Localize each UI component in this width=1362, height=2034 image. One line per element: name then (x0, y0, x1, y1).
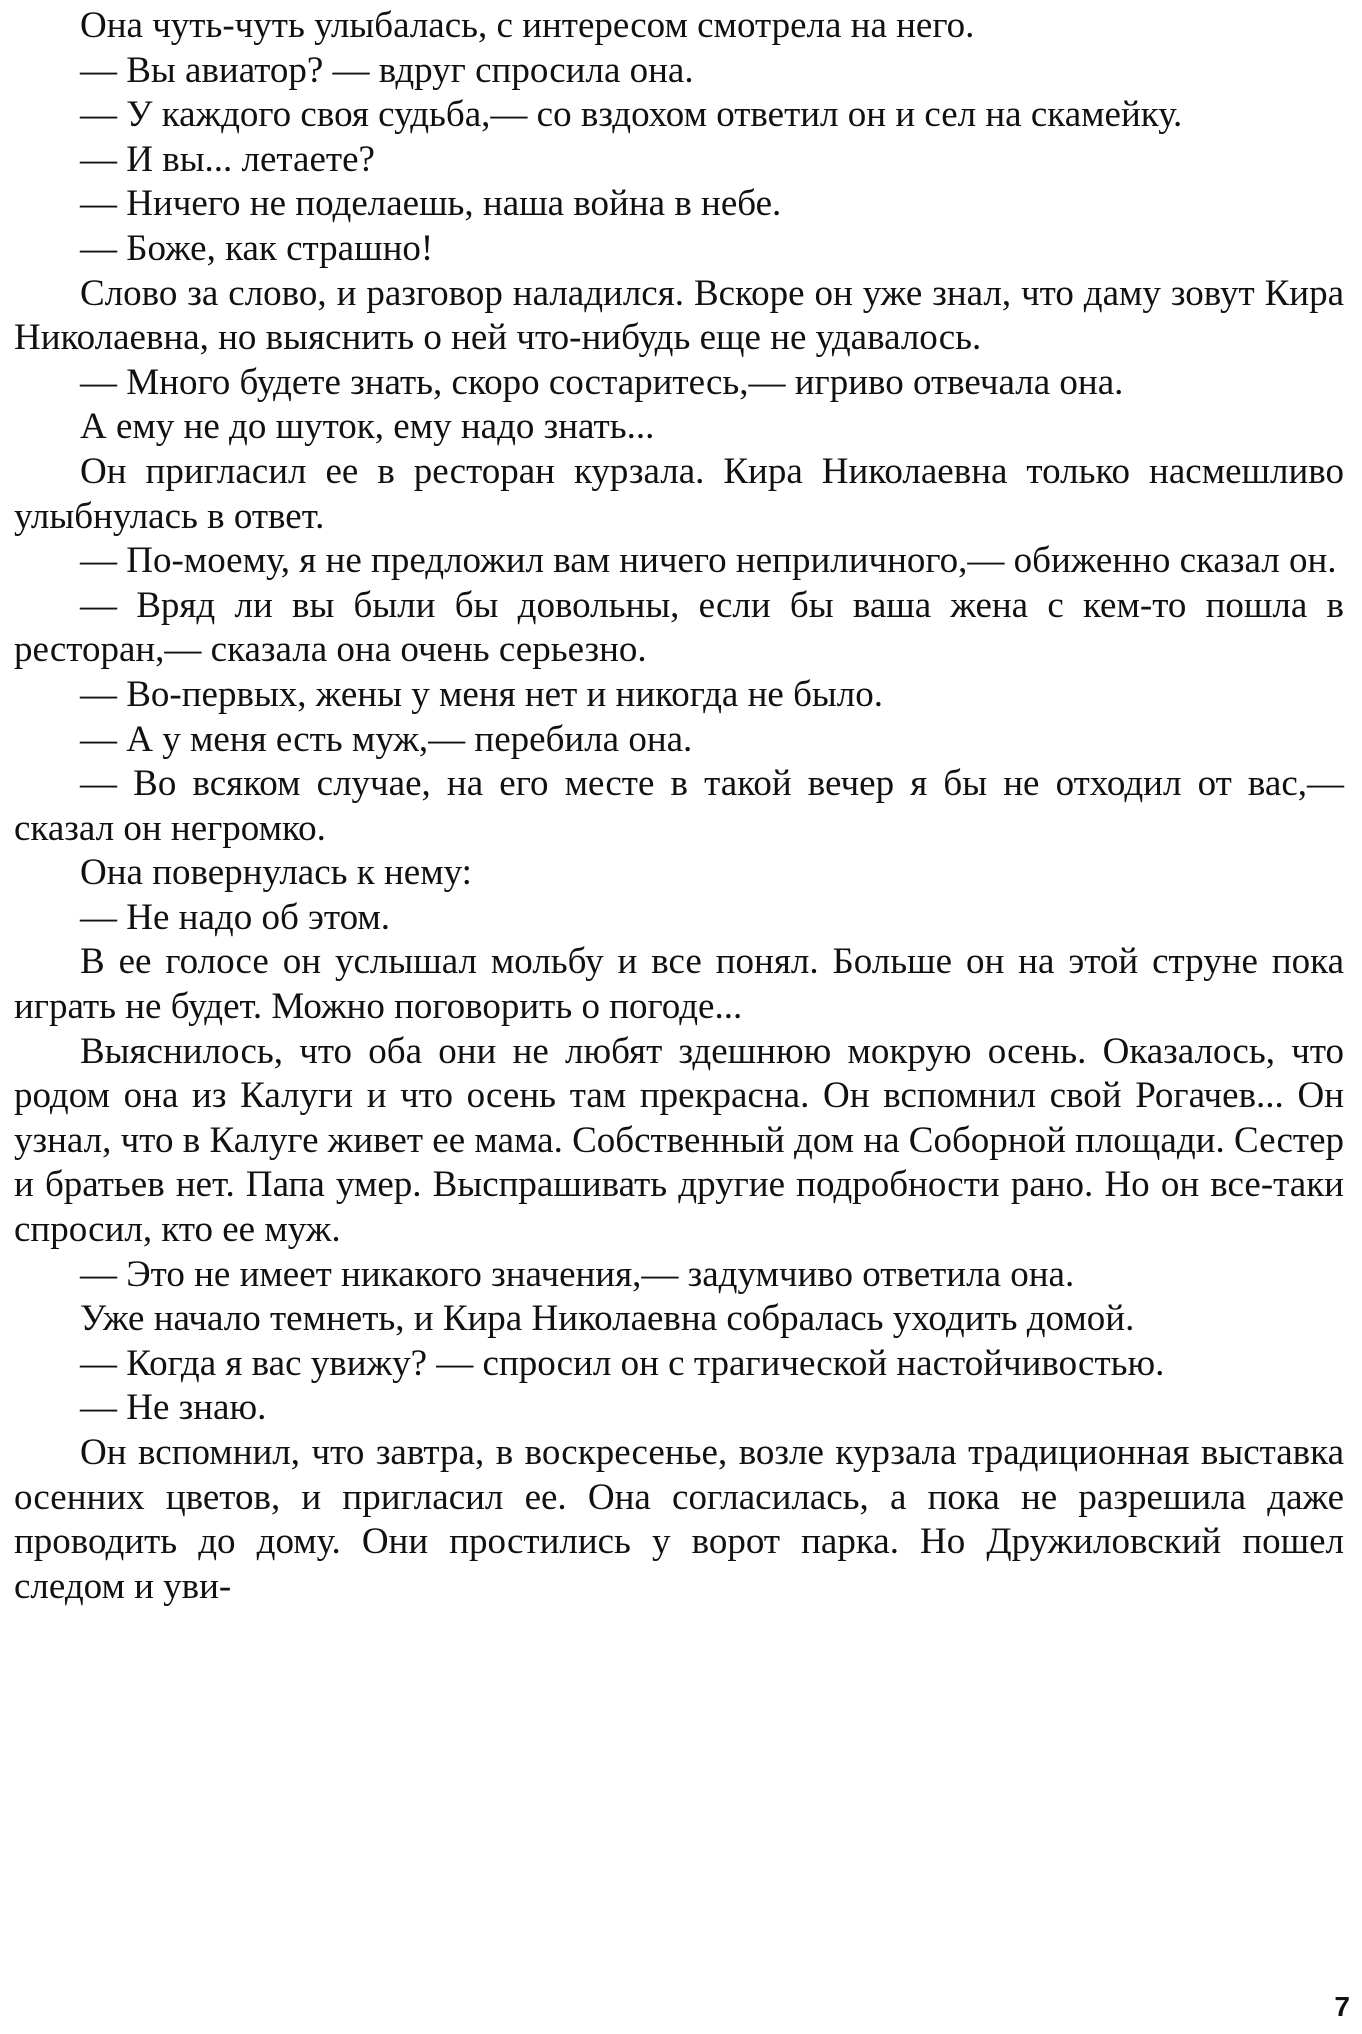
paragraph-19: Выяснилось, что оба они не любят здешнюю мокрую осень. Оказалось, что родом она из Калуги и что осень там прекрасна. Он вспомнил свой Рогачев... Он узнал, что в Калуге живет ее мама. Собственный дом на Соборной площади. Сестер и братьев нет. Папа умер. Выспрашивать другие подробности рано. Но он все-таки спросил, кто ее муж. (14, 1030, 1344, 1251)
paragraph-18: В ее голосе он услышал мольбу и все понял. Больше он на этой струне пока играть не будет. Можно поговорить о погоде... (14, 941, 1344, 1028)
paragraph-21: Уже начало темнеть, и Кира Николаевна собралась уходить домой. (80, 1298, 1135, 1340)
paragraph-15: — Во всяком случае, на его месте в такой вечер я бы не отходил от вас,— сказал он негромко. (14, 763, 1344, 849)
paragraph-20: — Это не имеет никакого значения,— задумчиво ответила она. (80, 1253, 1075, 1295)
paragraph-13: — Во-первых, жены у меня нет и никогда не было. (80, 673, 883, 715)
page-number: 7 (1334, 1991, 1350, 2022)
paragraph-23: — Не знаю. (80, 1387, 267, 1429)
paragraph-17: — Не надо об этом. (80, 896, 391, 938)
paragraph-2: — Вы авиатор? — вдруг спросила она. (80, 49, 694, 91)
paragraph-8: — Много будете знать, скоро состаритесь,— игриво отвечала она. (80, 361, 1124, 403)
paragraph-24: Он вспомнил, что завтра, в воскресенье, возле курзала традиционная выставка осенних цветов, и пригласил ее. Она согласилась, а пока не разрешила даже проводить до дому. Они простились у ворот парка. Но Дружиловский пошел следом и уви- (14, 1432, 1344, 1607)
paragraph-7: Слово за слово, и разговор наладился. Вскоре он уже знал, что даму зовут Кира Николаевна, но выяснить о ней что-нибудь еще не удавалось. (14, 272, 1344, 359)
paragraph-5: — Ничего не поделаешь, наша война в небе. (80, 183, 782, 225)
paragraph-9: А ему не до шуток, ему надо знать... (80, 406, 655, 448)
paragraph-4: — И вы... летаете? (80, 138, 375, 180)
paragraph-12: — Вряд ли вы были бы довольны, если бы ваша жена с кем-то пошла в ресторан,— сказала она очень серьезно. (14, 584, 1344, 671)
paragraph-22: — Когда я вас увижу? — спросил он с трагической настойчивостью. (80, 1342, 1165, 1384)
paragraph-14: — А у меня есть муж,— перебила она. (80, 718, 693, 760)
paragraph-10: Он пригласил ее в ресторан курзала. Кира Николаевна только насмешливо улыбнулась в ответ. (14, 450, 1344, 537)
paragraph-1: Она чуть-чуть улыбалась, с интересом смотрела на него. (80, 5, 975, 46)
book-page (14, 4, 1344, 2024)
paragraph-3: — У каждого своя судьба,— со вздохом ответил он и сел на скамейку. (80, 94, 1183, 136)
paragraph-6: — Боже, как страшно! (80, 227, 434, 269)
paragraph-11: — По-моему, я не предложил вам ничего неприличного,— обиженно сказал он. (80, 540, 1337, 582)
paragraph-16: Она повернулась к нему: (80, 852, 472, 894)
